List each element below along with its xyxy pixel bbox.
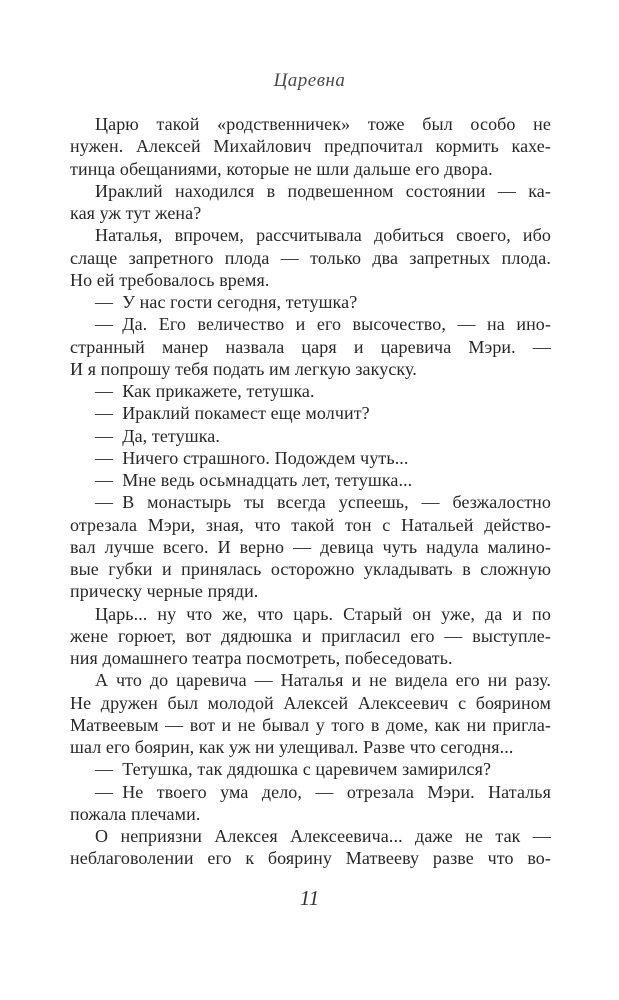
- text-line: — Ничего страшного. Подождем чуть...: [95, 447, 409, 468]
- text-line: пожала плечами.: [70, 803, 201, 824]
- text-line: Царю такой «родственничек» тоже был особо не: [95, 114, 551, 134]
- text-line: Наталья, впрочем, рассчитывала добиться своего, ибо: [95, 225, 551, 246]
- paragraph: [70, 603, 551, 670]
- text-line: странный манер назвала царя и царевича Мэри. —: [70, 336, 551, 357]
- text-line: нужен. Алексей Михайлович предпочитал кормить кахе-: [70, 136, 551, 157]
- text-line: Ираклий находился в подвешенном состоянии — ка-: [95, 180, 551, 201]
- text-line: — Да, тетушка.: [95, 425, 220, 446]
- text-line: вал лучше всего. И верно — девица чуть надула малино-: [70, 536, 551, 557]
- text-line: Не дружен был молодой Алексей Алексеевич с боярином: [70, 692, 551, 713]
- text-line: О неприязни Алексея Алексеевича... даже не так —: [95, 826, 551, 846]
- paragraph: [70, 781, 551, 826]
- text-line: ния домашнего театра посмотреть, побеседовать.: [70, 648, 453, 668]
- paragraph: [70, 469, 551, 491]
- paragraph: [70, 380, 551, 402]
- text-line: Но ей требовалось время.: [70, 269, 270, 290]
- text-line: вые губки и принялась осторожно укладывать в сложную: [70, 559, 551, 579]
- text-line: — Тетушка, так дядюшка с царевичем замирился?: [95, 759, 492, 780]
- paragraph: [70, 425, 551, 447]
- paragraph: [70, 669, 551, 758]
- paragraph: [70, 491, 551, 602]
- text-line: — Не твоего ума дело, — отрезала Мэри. Наталья: [95, 781, 551, 802]
- paragraph: [70, 291, 551, 313]
- text-line: — Ираклий покамест еще молчит?: [95, 403, 370, 424]
- text-line: отрезала Мэри, зная, что такой тон с Натальей действо-: [70, 514, 551, 535]
- text-line: неблаговолении его к боярину Матвееву разве что во-: [70, 848, 551, 869]
- paragraph: [70, 313, 551, 380]
- text-line: А что до царевича — Наталья и не видела его ни разу.: [95, 670, 551, 691]
- running-header: Царевна: [273, 70, 346, 91]
- text-line: — У нас гости сегодня, тетушка?: [95, 292, 358, 312]
- text-line: Царь... ну что же, что царь. Старый он уже, да и по: [95, 603, 551, 624]
- text-line: — Да. Его величество и его высочество, — на ино-: [95, 314, 551, 335]
- paragraph: [70, 758, 551, 780]
- paragraph: [70, 402, 551, 424]
- text-line: Матвеевым — вот и не бывал у того в доме, как ни пригла-: [70, 714, 551, 735]
- body-text: [70, 113, 551, 870]
- text-line: шал его боярин, как уж ни улещивал. Разве что сегодня...: [70, 737, 514, 757]
- text-line: жене горюет, вот дядюшка и пригласил его — выступле-: [70, 625, 551, 646]
- paragraph: [70, 447, 551, 469]
- paragraph: [70, 113, 551, 180]
- page-number: 11: [299, 886, 320, 910]
- text-line: — В монастырь ты всегда успеешь, — безжалостно: [95, 492, 551, 513]
- text-line: прическу черные пряди.: [70, 581, 259, 602]
- text-line: тинца обещаниями, которые не шли дальше его двора.: [70, 158, 493, 179]
- paragraph: [70, 825, 551, 870]
- paragraph: [70, 180, 551, 225]
- text-line: — Мне ведь осьмнадцать лет, тетушка...: [95, 470, 413, 490]
- text-line: — Как прикажете, тетушка.: [95, 381, 315, 401]
- text-line: кая уж тут жена?: [70, 203, 202, 223]
- text-line: слаще запретного плода — только два запретных плода.: [70, 247, 551, 268]
- text-line: И я попрошу тебя подать им легкую закуску.: [70, 358, 417, 379]
- paragraph: [70, 224, 551, 291]
